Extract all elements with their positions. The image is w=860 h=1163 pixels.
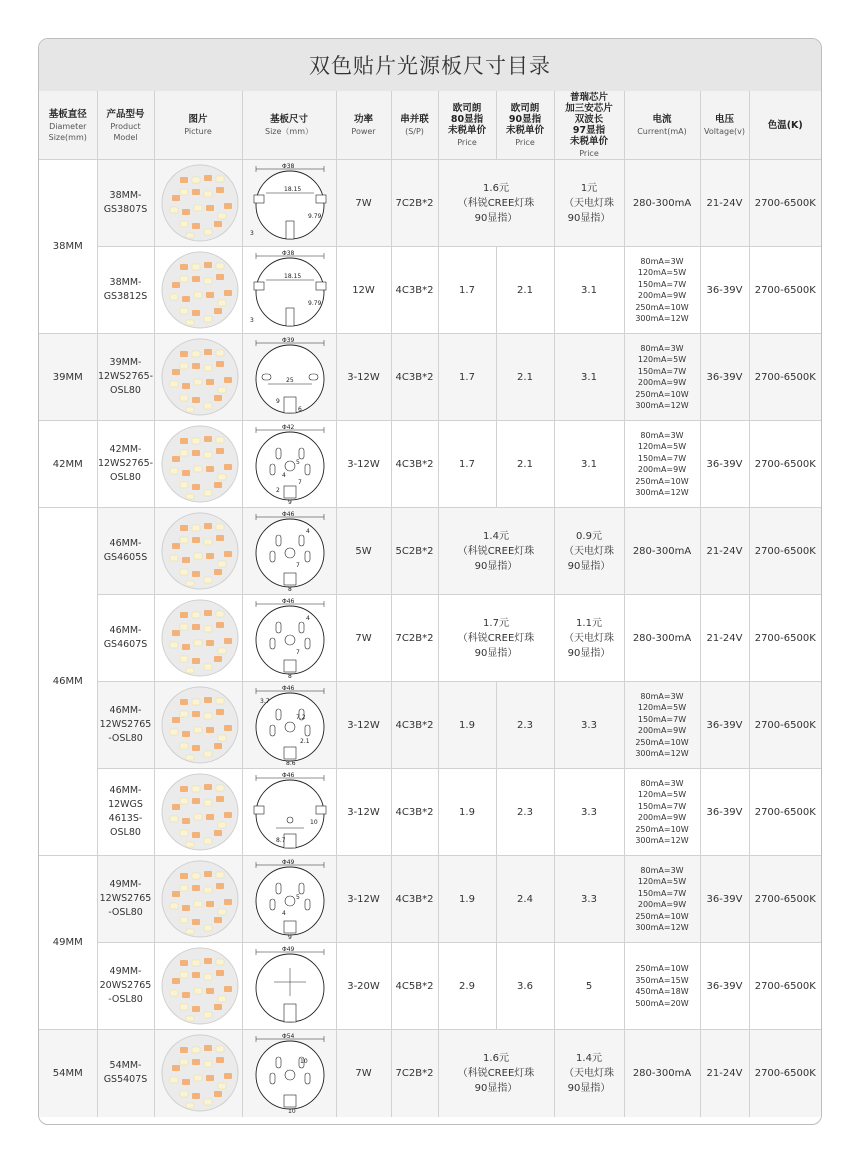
svg-text:10: 10 [287, 1108, 296, 1114]
voltage-cell: 36-39V [700, 682, 749, 769]
dimension-drawing-svg [246, 946, 334, 1026]
header-row [39, 91, 821, 160]
current-cell: 80mA=3W 120mA=5W 150mA=7W 200mA=9W 250mA=10W 300mA=12W [624, 334, 700, 421]
puri-price-cell: 5 [554, 943, 624, 1030]
osram90-price-cell: 2.3 [496, 682, 554, 769]
dimension-drawing [242, 508, 336, 595]
osram-price-cell: 1.6元 （科锐CREE灯珠 90显指） [438, 1030, 554, 1117]
led-board-image [158, 163, 242, 243]
product-picture [154, 247, 242, 334]
svg-text:Φ38: Φ38 [281, 163, 294, 170]
voltage-cell: 36-39V [700, 247, 749, 334]
puri-price-cell: 3.1 [554, 421, 624, 508]
header-current: 电流 Current(mA) [624, 91, 700, 160]
power-cell: 5W [336, 508, 391, 595]
current-cell: 280-300mA [624, 160, 700, 247]
svg-text:Φ46: Φ46 [281, 772, 294, 779]
dimension-drawing-svg [246, 859, 334, 939]
cct-cell: 2700-6500K [749, 856, 821, 943]
sp-cell: 4C3B*2 [391, 682, 438, 769]
osram80-price-cell: 1.7 [438, 421, 496, 508]
led-board-image [158, 772, 242, 852]
svg-text:8.7: 8.7 [275, 837, 286, 844]
svg-text:7: 7 [297, 479, 302, 486]
osram80-price-cell: 1.9 [438, 769, 496, 856]
model-cell: 49MM- 12WS2765 -OSL80 [97, 856, 154, 943]
dimension-drawing [242, 943, 336, 1030]
header-osram80: 欧司朗 80显指 未税单价 Price [438, 91, 496, 160]
dimension-drawing-svg [246, 163, 334, 243]
header-size: 基板尺寸 Size（mm） [242, 91, 336, 160]
svg-text:4: 4 [281, 910, 286, 917]
header-diameter: 基板直径 Diameter Size(mm) [39, 91, 97, 160]
osram-price-cell: 1.6元 （科锐CREE灯珠 90显指） [438, 160, 554, 247]
header-voltage: 电压 Voltage(v) [700, 91, 749, 160]
header-picture: 图片 Picture [154, 91, 242, 160]
osram90-price-cell: 2.3 [496, 769, 554, 856]
led-board-image [158, 859, 242, 939]
svg-text:Φ46: Φ46 [281, 685, 294, 692]
svg-text:4: 4 [305, 615, 310, 622]
svg-text:Φ38: Φ38 [281, 250, 294, 257]
svg-text:18.15: 18.15 [283, 186, 301, 193]
model-cell: 54MM- GS5407S [97, 1030, 154, 1117]
led-board-image [158, 250, 242, 330]
power-cell: 12W [336, 247, 391, 334]
power-cell: 3-12W [336, 334, 391, 421]
puri-price-cell: 1元 （天电灯珠 90显指） [554, 160, 624, 247]
table-row [39, 1030, 821, 1117]
product-picture [154, 160, 242, 247]
table-row [39, 856, 821, 943]
current-cell: 280-300mA [624, 1030, 700, 1117]
table-row [39, 682, 821, 769]
power-cell: 3-12W [336, 682, 391, 769]
product-picture [154, 508, 242, 595]
voltage-cell: 36-39V [700, 943, 749, 1030]
model-cell: 42MM- 12WS2765- OSL80 [97, 421, 154, 508]
page-title: 双色贴片光源板尺寸目录 [39, 39, 821, 91]
sp-cell: 7C2B*2 [391, 160, 438, 247]
svg-text:3: 3 [249, 317, 254, 324]
dimension-drawing-svg [246, 772, 334, 852]
power-cell: 3-12W [336, 421, 391, 508]
led-board-image [158, 598, 242, 678]
table-row [39, 334, 821, 421]
header-power: 功率 Power [336, 91, 391, 160]
current-cell: 80mA=3W 120mA=5W 150mA=7W 200mA=9W 250mA=10W 300mA=12W [624, 769, 700, 856]
puri-price-cell: 3.3 [554, 682, 624, 769]
osram80-price-cell: 1.7 [438, 334, 496, 421]
group-46mm: 46MM [39, 508, 97, 856]
current-cell: 280-300mA [624, 595, 700, 682]
svg-text:10: 10 [299, 1058, 308, 1066]
catalog-frame [38, 38, 822, 1125]
table-row [39, 769, 821, 856]
table-row [39, 943, 821, 1030]
svg-text:4: 4 [305, 528, 310, 535]
led-board-image [158, 685, 242, 765]
model-cell: 46MM- 12WS2765 -OSL80 [97, 682, 154, 769]
osram90-price-cell: 2.1 [496, 334, 554, 421]
dimension-drawing [242, 682, 336, 769]
model-cell: 38MM- GS3807S [97, 160, 154, 247]
product-picture [154, 943, 242, 1030]
svg-text:18.15: 18.15 [283, 273, 301, 280]
product-picture [154, 856, 242, 943]
sp-cell: 4C3B*2 [391, 421, 438, 508]
dimension-drawing-svg [246, 1033, 334, 1113]
cct-cell: 2700-6500K [749, 247, 821, 334]
dimension-drawing [242, 1030, 336, 1117]
group-42mm: 42MM [39, 421, 97, 508]
dimension-drawing [242, 247, 336, 334]
table-row [39, 247, 821, 334]
svg-text:Φ46: Φ46 [281, 511, 294, 518]
sp-cell: 4C3B*2 [391, 247, 438, 334]
osram80-price-cell: 1.9 [438, 682, 496, 769]
cct-cell: 2700-6500K [749, 508, 821, 595]
product-picture [154, 595, 242, 682]
dimension-drawing-svg [246, 598, 334, 678]
osram-price-cell: 1.4元 （科锐CREE灯珠 90显指） [438, 508, 554, 595]
table-row [39, 508, 821, 595]
svg-text:8: 8 [287, 673, 292, 678]
puri-price-cell: 3.3 [554, 856, 624, 943]
osram80-price-cell: 1.9 [438, 856, 496, 943]
led-board-image [158, 337, 242, 417]
model-cell: 49MM- 20WS2765 -OSL80 [97, 943, 154, 1030]
product-picture [154, 1030, 242, 1117]
table-row [39, 595, 821, 682]
current-cell: 80mA=3W 120mA=5W 150mA=7W 200mA=9W 250mA=10W 300mA=12W [624, 682, 700, 769]
svg-text:9: 9 [275, 398, 280, 405]
catalog-table [39, 91, 821, 1117]
voltage-cell: 21-24V [700, 508, 749, 595]
svg-text:3: 3 [249, 230, 254, 237]
sp-cell: 4C3B*2 [391, 769, 438, 856]
power-cell: 7W [336, 160, 391, 247]
led-board-image [158, 946, 242, 1026]
cct-cell: 2700-6500K [749, 160, 821, 247]
header-puri: 普瑞芯片 加三安芯片 双波长 97显指 未税单价 Price [554, 91, 624, 160]
dimension-drawing [242, 421, 336, 508]
dimension-drawing [242, 595, 336, 682]
osram80-price-cell: 2.9 [438, 943, 496, 1030]
current-cell: 80mA=3W 120mA=5W 150mA=7W 200mA=9W 250mA=10W 300mA=12W [624, 421, 700, 508]
model-cell: 39MM- 12WS2765- OSL80 [97, 334, 154, 421]
dimension-drawing [242, 769, 336, 856]
dimension-drawing-svg [246, 685, 334, 765]
header-osram90: 欧司朗 90显指 未税单价 Price [496, 91, 554, 160]
svg-text:6: 6 [297, 406, 302, 413]
led-board-image [158, 424, 242, 504]
power-cell: 7W [336, 1030, 391, 1117]
led-board-image [158, 1033, 242, 1113]
dimension-drawing-svg [246, 424, 334, 504]
sp-cell: 7C2B*2 [391, 1030, 438, 1117]
svg-text:3.7: 3.7 [259, 698, 270, 705]
cct-cell: 2700-6500K [749, 334, 821, 421]
svg-text:Φ42: Φ42 [281, 424, 294, 431]
power-cell: 3-12W [336, 769, 391, 856]
power-cell: 3-20W [336, 943, 391, 1030]
osram90-price-cell: 3.6 [496, 943, 554, 1030]
svg-text:9.79: 9.79 [307, 300, 321, 307]
dimension-drawing-svg [246, 337, 334, 417]
svg-text:7: 7 [295, 562, 300, 569]
header-sp: 串并联 (S/P) [391, 91, 438, 160]
svg-text:4: 4 [281, 472, 286, 479]
group-39mm: 39MM [39, 334, 97, 421]
product-picture [154, 421, 242, 508]
cct-cell: 2700-6500K [749, 943, 821, 1030]
puri-price-cell: 1.4元 （天电灯珠 90显指） [554, 1030, 624, 1117]
current-cell: 80mA=3W 120mA=5W 150mA=7W 200mA=9W 250mA=10W 300mA=12W [624, 856, 700, 943]
puri-price-cell: 0.9元 （天电灯珠 90显指） [554, 508, 624, 595]
svg-text:2.1: 2.1 [299, 738, 310, 745]
model-cell: 46MM- GS4605S [97, 508, 154, 595]
voltage-cell: 36-39V [700, 769, 749, 856]
voltage-cell: 36-39V [700, 421, 749, 508]
svg-text:Φ46: Φ46 [281, 598, 294, 605]
sp-cell: 4C3B*2 [391, 856, 438, 943]
sp-cell: 5C2B*2 [391, 508, 438, 595]
svg-text:Φ49: Φ49 [281, 946, 294, 953]
model-cell: 46MM- GS4607S [97, 595, 154, 682]
model-cell: 46MM- 12WGS 4613S- OSL80 [97, 769, 154, 856]
dimension-drawing [242, 856, 336, 943]
led-board-image [158, 511, 242, 591]
sp-cell: 7C2B*2 [391, 595, 438, 682]
cct-cell: 2700-6500K [749, 1030, 821, 1117]
power-cell: 7W [336, 595, 391, 682]
puri-price-cell: 3.1 [554, 334, 624, 421]
cct-cell: 2700-6500K [749, 769, 821, 856]
svg-text:8.6: 8.6 [285, 760, 296, 765]
svg-text:5: 5 [295, 894, 300, 901]
svg-text:Φ49: Φ49 [281, 859, 294, 866]
voltage-cell: 36-39V [700, 334, 749, 421]
voltage-cell: 21-24V [700, 160, 749, 247]
osram90-price-cell: 2.1 [496, 421, 554, 508]
group-49mm: 49MM [39, 856, 97, 1030]
cct-cell: 2700-6500K [749, 595, 821, 682]
svg-text:25: 25 [285, 377, 294, 384]
svg-text:9: 9 [287, 934, 292, 939]
svg-text:Φ54: Φ54 [281, 1033, 294, 1041]
cct-cell: 2700-6500K [749, 421, 821, 508]
model-cell: 38MM- GS3812S [97, 247, 154, 334]
svg-text:9.79: 9.79 [307, 213, 321, 220]
current-cell: 280-300mA [624, 508, 700, 595]
sp-cell: 4C3B*2 [391, 334, 438, 421]
osram80-price-cell: 1.7 [438, 247, 496, 334]
osram90-price-cell: 2.4 [496, 856, 554, 943]
svg-text:2: 2 [275, 487, 280, 494]
osram-price-cell: 1.7元 （科锐CREE灯珠 90显指） [438, 595, 554, 682]
svg-text:5: 5 [295, 459, 300, 466]
current-cell: 80mA=3W 120mA=5W 150mA=7W 200mA=9W 250mA=10W 300mA=12W [624, 247, 700, 334]
puri-price-cell: 1.1元 （天电灯珠 90显指） [554, 595, 624, 682]
voltage-cell: 21-24V [700, 595, 749, 682]
sp-cell: 4C5B*2 [391, 943, 438, 1030]
dimension-drawing [242, 334, 336, 421]
dimension-drawing-svg [246, 250, 334, 330]
voltage-cell: 36-39V [700, 856, 749, 943]
svg-text:7: 7 [295, 649, 300, 656]
power-cell: 3-12W [336, 856, 391, 943]
group-54mm: 54MM [39, 1030, 97, 1117]
group-38mm: 38MM [39, 160, 97, 334]
puri-price-cell: 3.3 [554, 769, 624, 856]
header-cct: 色温(K) [749, 91, 821, 160]
puri-price-cell: 3.1 [554, 247, 624, 334]
product-picture [154, 769, 242, 856]
osram90-price-cell: 2.1 [496, 247, 554, 334]
svg-text:9: 9 [287, 499, 292, 504]
voltage-cell: 21-24V [700, 1030, 749, 1117]
current-cell: 250mA=10W 350mA=15W 450mA=18W 500mA=20W [624, 943, 700, 1030]
dimension-drawing [242, 160, 336, 247]
product-picture [154, 682, 242, 769]
header-model: 产品型号 Product Model [97, 91, 154, 160]
svg-text:8: 8 [287, 586, 292, 591]
dimension-drawing-svg [246, 511, 334, 591]
svg-text:Φ39: Φ39 [281, 337, 294, 344]
product-picture [154, 334, 242, 421]
table-row [39, 160, 821, 247]
svg-text:10: 10 [309, 819, 318, 826]
svg-text:7.2: 7.2 [295, 714, 306, 721]
cct-cell: 2700-6500K [749, 682, 821, 769]
table-row [39, 421, 821, 508]
